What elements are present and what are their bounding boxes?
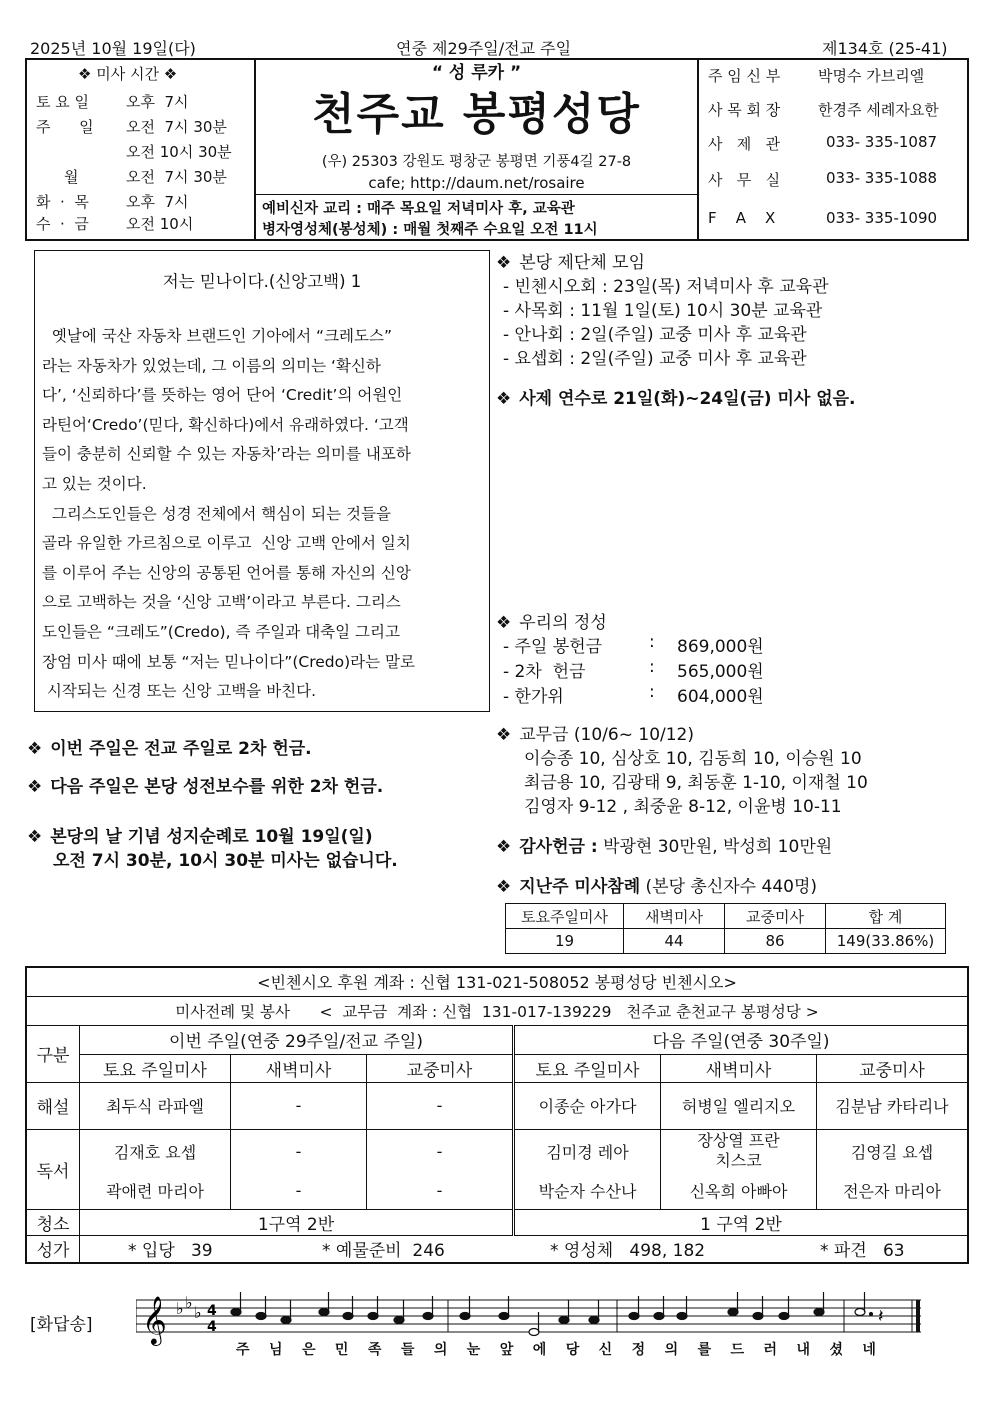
catechumen-notice: 예비신자 교리 : 매주 목요일 저녁미사 후, 교육관 (262, 201, 575, 217)
attendance-header: 새벽미사 (624, 904, 725, 929)
category-label: 구분 (26, 1025, 80, 1082)
reading-cell: - (231, 1129, 367, 1173)
commentary-cell: 이종순 아가다 (514, 1082, 661, 1129)
tithe-account: 미사전례 및 봉사 < 교무금 계좌 : 신협 131-017-139229 천주교 춘천교구 봉평성당 > (26, 996, 968, 1025)
commentary-cell: - (367, 1082, 514, 1129)
reading-label: 독서 (26, 1129, 80, 1209)
treble-clef-icon: 𝄞 (142, 1295, 167, 1344)
this-week-header: 이번 주일(연중 29주일/전교 주일) (80, 1025, 514, 1054)
psalm-score (136, 1286, 926, 1376)
hymn-list (80, 1235, 969, 1263)
school-fee-line: 김영자 9-12 , 최중윤 8-12, 이윤병 10-11 (524, 797, 842, 817)
service-table (25, 966, 969, 1264)
notice-pilgrimage-line2: 오전 7시 30분, 10시 30분 미사는 없습니다. (53, 851, 398, 871)
attendance-title: ❖ 지난주 미사참례 (본당 총신자수 440명) (496, 877, 818, 897)
note-icon (343, 1313, 353, 1320)
lyric-syllable: 신 (598, 1342, 613, 1358)
article-line: 옛날에 국산 자동차 브랜드인 기아에서 “크레도스” (42, 327, 393, 345)
liturgical-day: 연중 제29주일/전교 주일 (396, 39, 572, 58)
time-signature: 4 (207, 1303, 217, 1319)
patron-saint: “ 성 루카 ” (431, 63, 522, 83)
mass-type: 교중미사 (817, 1054, 969, 1082)
thanks-offering: ❖ 감사헌금 : 박광현 30만원, 박성희 10만원 (496, 837, 833, 857)
lyric-syllable: 내 (796, 1342, 810, 1358)
note-icon (499, 1313, 509, 1320)
meeting-item: - 사목회 : 11월 1일(토) 10시 30분 교육관 (503, 301, 823, 321)
commentary-cell: - (231, 1082, 367, 1129)
note-icon (677, 1313, 687, 1320)
mass-time-row: 수 · 금 오전 10시 (36, 215, 194, 233)
article-line: 라틴어‘Credo’(믿다, 확신하다)에서 유래하였다. ‘고객 (42, 415, 409, 434)
reading-cell: - (367, 1129, 514, 1173)
lyric-syllable: 의 (664, 1342, 679, 1358)
note-icon (629, 1313, 639, 1320)
reading-cell: - (231, 1173, 367, 1209)
parish-cafe-link[interactable]: cafe; http://daum.net/rosaire (368, 174, 585, 192)
notice-divider (254, 194, 698, 195)
diamond-icon: ❖ (496, 253, 512, 273)
week-header-row (26, 1025, 968, 1054)
reading-cell: 김재호 요셉 (80, 1129, 231, 1173)
mass-time-row: 월 오전 7시 30분 (64, 168, 227, 186)
psalm-lyrics (236, 1339, 876, 1359)
mass-type: 교중미사 (367, 1054, 514, 1082)
commentary-cell: 허병일 엘리지오 (661, 1082, 817, 1129)
cleaning-row (26, 1209, 968, 1235)
cleaning-label: 청소 (26, 1209, 80, 1235)
reading-cell: - (367, 1173, 514, 1209)
school-fee-line: 이승종 10, 심상호 10, 김동희 10, 이승원 10 (524, 749, 862, 769)
note-icon (423, 1313, 433, 1320)
diamond-icon: ❖ (496, 837, 512, 857)
mass-times-title: ❖ 미사 시간 ❖ (78, 65, 178, 83)
next-week-header: 다음 주일(연중 30주일) (514, 1025, 969, 1054)
diamond-icon: ❖ (27, 777, 43, 797)
hymn-recessional: * 파견 63 (820, 1241, 905, 1262)
article-line: 고 있는 것이다. (42, 474, 147, 493)
note-icon (728, 1309, 738, 1316)
cleaning-this-week: 1구역 2반 (80, 1209, 514, 1235)
school-fee-title: ❖ 교무금 (10/6~ 10/12) (496, 725, 694, 745)
psalm-label: [화답송] (30, 1315, 93, 1335)
note-icon (394, 1317, 404, 1324)
commentary-cell: 최두식 라파엘 (80, 1082, 231, 1129)
contacts-list (708, 65, 963, 243)
no-mass-notice: ❖ 사제 연수로 21일(화)~24일(금) 미사 없음. (496, 389, 856, 409)
note-icon (281, 1317, 291, 1324)
note-icon (779, 1313, 789, 1320)
reading-cell: 장상열 프란치스코 (661, 1129, 817, 1173)
commentary-row (26, 1082, 968, 1129)
hymn-offertory: * 예물준비 246 (322, 1241, 445, 1262)
contact-row: F A X 033- 335-1090 (708, 209, 938, 227)
vincent-account: <빈첸시오 후원 계좌 : 신협 131-021-508052 봉평성당 빈첸시오> (26, 967, 968, 996)
attendance-header: 합 계 (826, 904, 946, 929)
sick-communion-notice: 병자영성체(봉성체) : 매월 첫째주 수요일 오전 11시 (262, 222, 598, 238)
flat-icon: ♭ (176, 1299, 184, 1318)
note-icon (231, 1309, 241, 1316)
tithe-account-row (26, 996, 968, 1025)
diamond-icon: ❖ (496, 613, 512, 633)
mass-time-row: 화 · 목 오후 7시 (36, 193, 189, 211)
diamond-icon: ❖ (27, 827, 43, 847)
mass-time-row: 오전 10시 30분 (126, 143, 232, 161)
lyric-syllable: 민 (334, 1342, 349, 1358)
article-line: 다’, ‘신뢰하다’를 뜻하는 영어 단어 ‘Credit’의 어원인 (42, 386, 403, 405)
meeting-item: - 빈첸시오회 : 23일(목) 저녁미사 후 교육관 (503, 277, 829, 297)
commentary-label: 해설 (26, 1082, 80, 1129)
attendance-value: 86 (725, 929, 826, 954)
attendance-value-row (506, 929, 946, 954)
school-fee-list (524, 744, 868, 816)
reading-cell: 전은자 마리아 (817, 1173, 969, 1209)
mass-times-list (36, 91, 246, 235)
attendance-table (505, 903, 946, 954)
reading-row-2 (26, 1173, 968, 1209)
note-icon (559, 1317, 569, 1324)
mass-type-row (26, 1054, 968, 1082)
lyric-syllable: 드 (730, 1342, 745, 1358)
attendance-value: 44 (624, 929, 725, 954)
diamond-icon: ❖ (78, 65, 97, 83)
attendance-header: 교중미사 (725, 904, 826, 929)
lyric-syllable: 주 (236, 1342, 250, 1358)
rest-icon: 𝄽 (878, 1306, 884, 1327)
mass-type: 새벽미사 (661, 1054, 817, 1082)
lyric-syllable: 당 (565, 1342, 580, 1358)
bulletin-date: 2025년 10월 19일(다) (30, 39, 196, 58)
flat-icon: ♭ (185, 1293, 193, 1312)
article-line: 장엄 미사 때에 보통 “저는 믿나이다”(Credo)라는 말로 (42, 652, 415, 671)
diamond-icon: ❖ (496, 725, 512, 745)
attendance-value: 149(33.86%) (826, 929, 946, 954)
meeting-item: - 안나회 : 2일(주일) 교중 미사 후 교육관 (503, 325, 807, 345)
lyric-syllable: 셨 (829, 1342, 843, 1358)
note-icon (529, 1329, 539, 1336)
parish-address: (우) 25303 강원도 평창군 봉평면 기풍4길 27-8 (321, 154, 632, 170)
offering-row: - 2차 헌금 : 565,000원 (503, 657, 764, 682)
lyric-syllable: 를 (697, 1342, 712, 1358)
contact-row: 사 목 회 장 한경주 세례자요한 (708, 101, 939, 119)
lyric-syllable: 눈 (466, 1342, 481, 1358)
lyric-syllable: 님 (268, 1342, 283, 1358)
reading-row-1 (26, 1129, 968, 1173)
cleaning-next-week: 1 구역 2반 (514, 1209, 969, 1235)
contact-row: 주 임 신 부 박명수 가브리엘 (708, 67, 925, 85)
commentary-cell: 김분남 카타리나 (817, 1082, 969, 1129)
issue-number: 제134호 (25-41) (822, 39, 948, 58)
offering-row: - 주일 봉헌금 : 869,000원 (503, 632, 764, 657)
diamond-icon: ❖ (27, 739, 43, 759)
note-icon (460, 1313, 470, 1320)
article-line: 들이 충분히 신뢰할 수 있는 자동차’라는 의미를 내포하 (42, 445, 411, 464)
article-body (42, 322, 486, 707)
reading-cell: 박순자 수산나 (514, 1173, 661, 1209)
meeting-item: - 요셉회 : 2일(주일) 교중 미사 후 교육관 (503, 349, 807, 369)
mass-type: 새벽미사 (231, 1054, 367, 1082)
article-line: 으로 고백하는 것을 ‘신앙 고백’이라고 부른다. 그리스 (42, 593, 401, 612)
mass-type: 토요 주일미사 (80, 1054, 231, 1082)
offering-title: ❖ 우리의 정성 (496, 613, 607, 633)
diamond-icon: ❖ (158, 65, 178, 83)
article-line: 그리스도인들은 성경 전체에서 핵심이 되는 것들을 (42, 504, 391, 523)
contact-row: 사 제 관 033- 335-1087 (708, 133, 938, 153)
lyric-syllable: 네 (862, 1342, 876, 1358)
offering-row: - 한가위 : 604,000원 (503, 682, 764, 707)
lyric-syllable: 러 (763, 1342, 778, 1358)
article-line: 도인들은 “크레도”(Credo), 즉 주일과 대축일 그리고 (42, 622, 400, 641)
reading-cell: 김영길 요셉 (817, 1129, 969, 1173)
note-icon (256, 1313, 266, 1320)
notice-pilgrimage: ❖ 본당의 날 기념 성지순례로 10월 19일(일) (27, 827, 373, 847)
notice-next-collection: ❖ 다음 주일은 본당 성전보수를 위한 2차 헌금. (27, 777, 384, 797)
offering-list (503, 632, 764, 707)
article-line: 라는 자동차가 있었는데, 그 이름의 의미는 ‘확신하 (42, 356, 381, 375)
mass-time-row: 토 요 일 오후 7시 (36, 93, 189, 111)
mass-time-row: 주 일 오전 7시 30분 (36, 118, 227, 136)
note-icon (319, 1309, 329, 1316)
reading-cell: 김미경 레아 (514, 1129, 661, 1173)
reading-cell: 곽애련 마리아 (80, 1173, 231, 1209)
lyric-syllable: 들 (400, 1342, 415, 1358)
lyric-syllable: 앞 (499, 1342, 514, 1358)
time-signature: 4 (207, 1319, 217, 1335)
contact-row: 사 무 실 033- 335-1088 (708, 169, 938, 189)
attendance-header-row (506, 904, 946, 929)
note-icon (814, 1309, 824, 1316)
lyric-syllable: 에 (532, 1342, 547, 1358)
reading-cell: 신옥희 아빠아 (661, 1173, 817, 1209)
note-icon (753, 1313, 763, 1320)
lyric-syllable: 정 (631, 1342, 646, 1358)
header-divider-right (697, 58, 699, 241)
note-icon (589, 1317, 599, 1324)
article-title: 저는 믿나이다.(신앙고백) 1 (162, 272, 362, 291)
lyric-syllable: 은 (301, 1342, 316, 1358)
school-fee-line: 최금용 10, 김광태 9, 최동훈 1-10, 이재철 10 (524, 773, 868, 793)
notice-second-collection: ❖ 이번 주일은 전교 주일로 2차 헌금. (27, 739, 312, 759)
note-icon (654, 1313, 664, 1320)
article-line: 를 이루어 주는 신앙의 공통된 언어를 통해 자신의 신앙 (42, 563, 411, 582)
hymn-communion: * 영성체 498, 182 (550, 1241, 706, 1262)
flat-icon: ♭ (194, 1303, 202, 1322)
hymn-row (26, 1235, 968, 1263)
article-line: 골라 유일한 가르침으로 이루고 신앙 고백 안에서 일치 (42, 534, 411, 553)
meetings-list (503, 272, 829, 368)
hymn-label: 성가 (26, 1235, 80, 1263)
mass-type: 토요 주일미사 (514, 1054, 661, 1082)
hymn-entrance: * 입당 39 (128, 1241, 213, 1262)
vincent-account-row (26, 967, 968, 996)
meetings-title: ❖ 본당 제단체 모임 (496, 253, 646, 273)
note-icon (368, 1313, 378, 1320)
parish-name: 천주교 봉평성당 (312, 89, 641, 140)
attendance-value: 19 (506, 929, 624, 954)
diamond-icon: ❖ (496, 877, 512, 897)
article-line: 시작되는 신경 또는 신앙 고백을 바친다. (42, 682, 317, 701)
attendance-header: 토요주일미사 (506, 904, 624, 929)
lyric-syllable: 의 (433, 1342, 448, 1358)
diamond-icon: ❖ (496, 389, 512, 409)
note-icon (855, 1309, 865, 1316)
lyric-syllable: 족 (367, 1342, 382, 1358)
